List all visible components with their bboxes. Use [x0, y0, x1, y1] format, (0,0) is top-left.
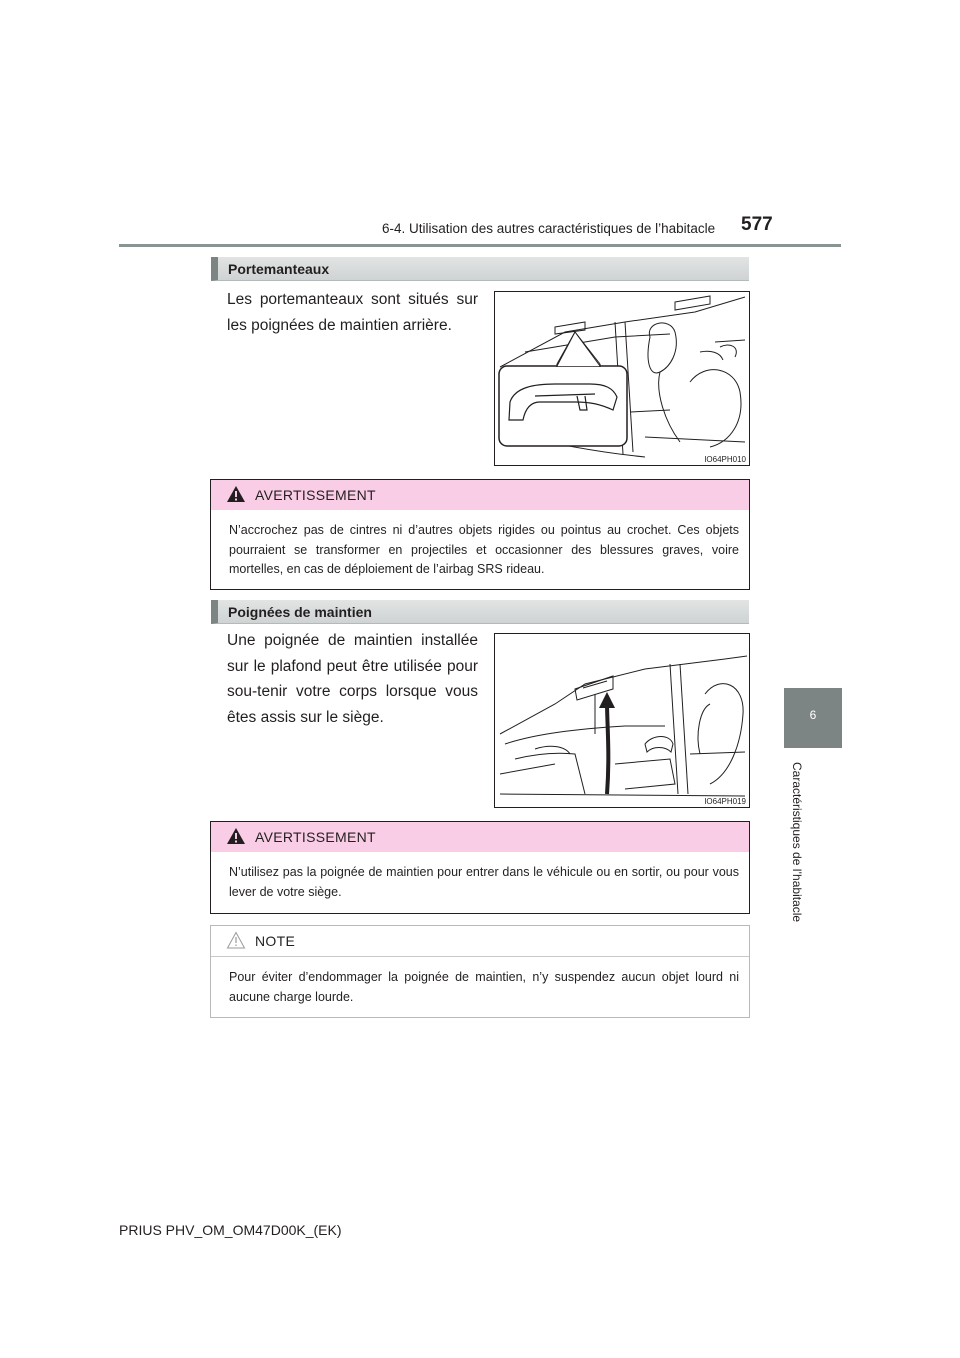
coat-hook-illustration: [494, 291, 750, 466]
document-id: PRIUS PHV_OM_OM47D00K_(EK): [119, 1222, 342, 1238]
section-text-poignees: Une poignée de maintien installée sur le plafond peut être utilisée pour sou-tenir votre corps lorsque vous êtes assis sur le siège.: [227, 632, 478, 726]
coat-hook-drawing: [495, 292, 749, 465]
note-text: Pour éviter d’endommager la poignée de maintien, n’y suspendez aucun objet lourd ni aucune charge lourde.: [229, 970, 739, 1004]
figure-code: IO64PH019: [704, 797, 746, 806]
warning-header: [211, 822, 749, 852]
warning-header: [211, 480, 749, 510]
chapter-tab: [784, 688, 842, 748]
warning-text: N’accrochez pas de cintres ni d’autres objets rigides ou pointus au crochet. Ces objets pourraient se transformer en projectiles et occasionner des blessures graves, voire mortelles, en cas de déploiement de l’airbag SRS rideau.: [229, 523, 739, 576]
warning-box-grab-handle: [210, 821, 750, 914]
grab-handle-drawing: [495, 634, 749, 807]
caution-triangle-icon: [226, 931, 246, 949]
warning-triangle-icon: [226, 485, 246, 503]
warning-box-coat-hook: [210, 479, 750, 590]
warning-text: N’utilisez pas la poignée de maintien pour entrer dans le véhicule ou en sortir, ou pour vous lever de votre siège.: [229, 865, 739, 899]
warning-title: AVERTISSEMENT: [255, 487, 376, 503]
page-number: 577: [741, 214, 773, 235]
chapter-tab-label: Caractéristiques de l’habitacle: [790, 762, 804, 923]
chapter-tab-number: 6: [809, 708, 817, 722]
section-text-portemanteaux: Les portemanteaux sont situés sur les poignées de maintien arrière.: [227, 291, 478, 334]
chapter-title: 6-4. Utilisation des autres caractéristiques de l’habitacle: [382, 221, 716, 236]
grab-handle-illustration: [494, 633, 750, 808]
note-header: [211, 926, 749, 957]
section-heading-poignees: [211, 600, 749, 624]
warning-triangle-icon: [226, 827, 246, 845]
section-title: Portemanteaux: [228, 261, 330, 277]
figure-code: IO64PH010: [704, 455, 746, 464]
section-title: Poignées de maintien: [228, 604, 372, 620]
note-title: NOTE: [255, 933, 296, 949]
warning-title: AVERTISSEMENT: [255, 829, 376, 845]
header-divider: [119, 244, 841, 247]
section-heading-portemanteaux: [211, 257, 749, 281]
note-box: [210, 925, 750, 1018]
